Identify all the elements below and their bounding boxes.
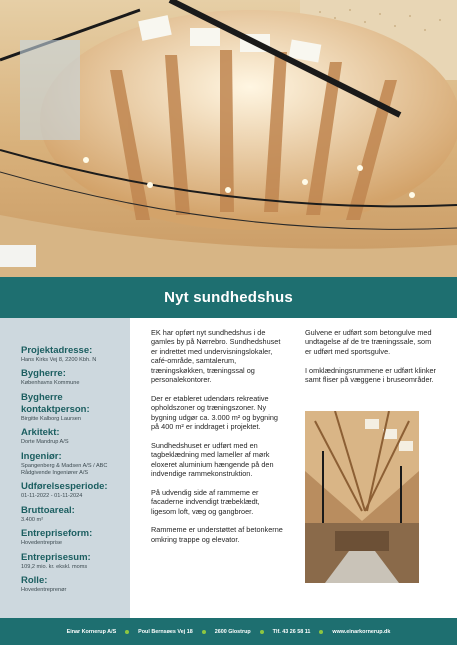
bullet-dot-icon bbox=[202, 630, 206, 634]
fact-label: Ingeniør: bbox=[21, 450, 62, 462]
fact-value: 3.400 m² bbox=[21, 516, 44, 523]
footer-city: 2600 Glostrup bbox=[214, 628, 251, 635]
interior-photo bbox=[305, 411, 419, 583]
fact-label: Arkitekt: bbox=[21, 427, 60, 439]
fact-label: Bygherre kontaktperson: bbox=[21, 391, 90, 415]
fact-architect bbox=[21, 427, 130, 446]
footer-phone: Tlf. 43 26 58 11 bbox=[272, 628, 311, 635]
body-column-2 bbox=[305, 328, 439, 394]
fact-contract-sum bbox=[21, 552, 130, 571]
fact-project-address bbox=[21, 345, 130, 364]
fact-engineer bbox=[21, 451, 130, 478]
fact-role bbox=[21, 575, 130, 594]
fact-value: Hovedentreprise bbox=[21, 540, 63, 547]
footer-bar bbox=[0, 618, 457, 645]
fact-gross-area bbox=[21, 505, 130, 524]
hero-photo bbox=[0, 0, 457, 277]
footer-website-link[interactable]: www.einarkornerup.dk bbox=[332, 628, 391, 635]
fact-client bbox=[21, 368, 130, 387]
fact-value: Hovedentreprenør bbox=[21, 587, 67, 594]
paragraph: På udvendig side af rammeme er facaderne indvendigt træbeklædt, ligesom loft, væg og gangbroer. bbox=[151, 487, 260, 516]
bullet-dot-icon bbox=[260, 630, 264, 634]
footer-company: Einar Kornerup A/S bbox=[66, 628, 117, 635]
fact-label: Bygherre: bbox=[21, 368, 66, 380]
fact-value: Hans Kirks Vej 8, 2200 Kbh. N bbox=[21, 357, 97, 363]
fact-value: Københavns Kommune bbox=[21, 380, 80, 387]
fact-value: 01-11-2022 - 01-11-2024 bbox=[21, 493, 83, 500]
paragraph: Gulvene er udført som betongulve med undtagelse af de tre træningssale, som er udført med sportsgulve. bbox=[305, 328, 432, 356]
paragraph: Der er etableret udendørs rekreative opholdszoner og træningszoner. Ny bygning udgør ca. 3.000 m² og bygning på 400 m² er inddraget i projektet. bbox=[151, 393, 278, 432]
bullet-dot-icon bbox=[125, 630, 129, 634]
fact-value: 109,2 mio. kr. ekskl. moms bbox=[21, 563, 88, 570]
fact-label: Entrepriseform: bbox=[21, 528, 93, 540]
interior-photo-illustration bbox=[305, 411, 419, 583]
fact-label: Entreprisesum: bbox=[21, 551, 91, 563]
page-title: Nyt sundhedshus bbox=[164, 289, 293, 306]
fact-period bbox=[21, 481, 130, 500]
fact-label: Rolle: bbox=[21, 575, 48, 587]
bullet-dot-icon bbox=[319, 630, 323, 634]
footer-street: Poul Bernsøes Vej 18 bbox=[138, 628, 193, 635]
body-column-1 bbox=[151, 328, 283, 554]
fact-label: Udførelsesperiode: bbox=[21, 481, 108, 493]
fact-label: Projektadresse: bbox=[21, 345, 93, 356]
paragraph: I omklædningsrummene er udført klinker samt fliser på væggene i bruseområder. bbox=[305, 365, 436, 385]
fact-label: Bruttoareal: bbox=[21, 504, 75, 516]
fact-contract-form bbox=[21, 528, 130, 547]
project-facts-sidebar bbox=[0, 318, 130, 618]
fact-value: Birgitte Kalborg Laursen bbox=[21, 415, 82, 422]
paragraph: Rammeme er understøttet af betonkerne omkring trappe og elevator. bbox=[151, 525, 283, 544]
title-band bbox=[0, 277, 457, 318]
fact-client-contact bbox=[21, 392, 130, 423]
paragraph: EK har opført nyt sundhedshus i de gamles by på Nørrebro. Sundhedshuset er indrettet med undervisningslokaler, café-område, samtalerum, træningskøkken, træningssal og personalekontorer. bbox=[151, 328, 281, 385]
paragraph: Sundhedshuset er udført med en tagbeklædning med lameller af mørk eloxeret aluminium hængende på den indvendige rammekonstruktion. bbox=[151, 440, 274, 479]
fact-value: Dorte Mandrup A/S bbox=[21, 439, 69, 446]
hero-photo-illustration bbox=[0, 0, 457, 277]
fact-value: Spangenberg & Madsen A/S / ABC Rådgivende Ingeniører A/S bbox=[21, 462, 108, 477]
